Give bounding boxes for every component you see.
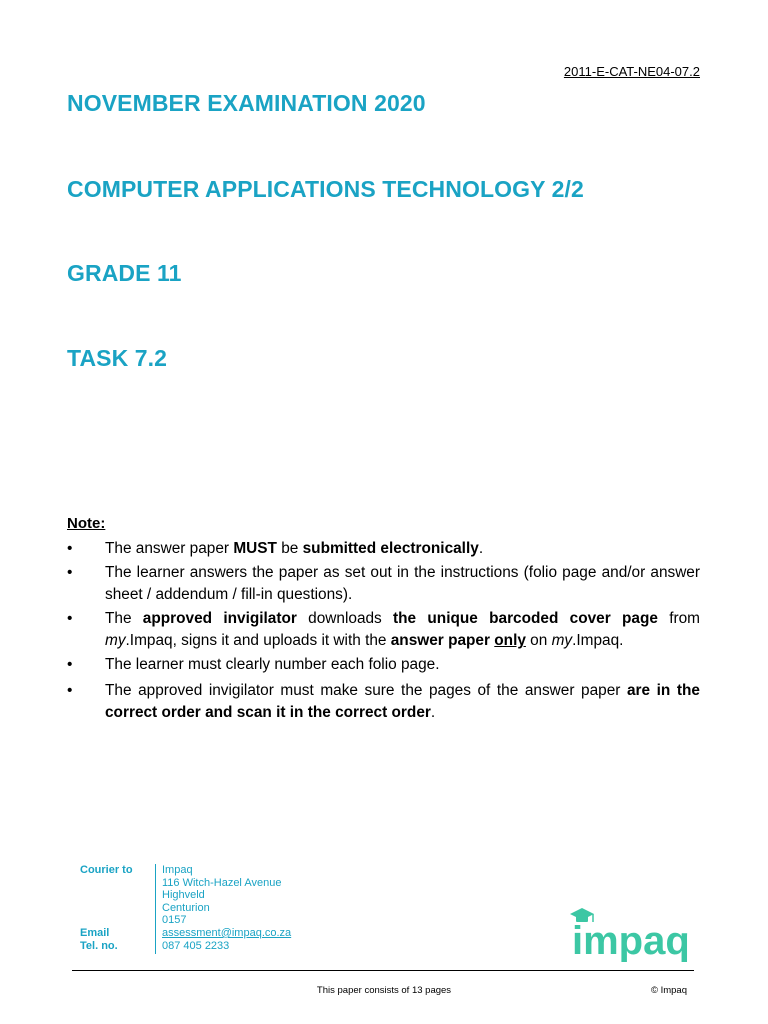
contact-details [162,864,291,952]
note-text: be [276,540,303,557]
address-line: Impaq [162,864,193,876]
subject-heading: COMPUTER APPLICATIONS TECHNOLOGY 2/2 [67,176,584,202]
bullet-icon: • [67,682,73,699]
note-text: .Impaq, signs it and uploads it with the [125,632,391,649]
note-text: The approved invigilator must make sure the pages of the answer paper [105,682,627,699]
address-line: Centurion [162,901,210,914]
page-count: This paper consists of 13 pages [316,985,452,996]
note-text: .Impaq. [572,632,624,649]
note-text: approved invigilator [142,610,297,627]
note-text: The answer paper [105,540,234,557]
note-item [67,608,700,652]
impaq-logo [568,906,694,962]
address-line: 0157 [162,914,187,927]
note-text: the unique barcoded cover page [393,610,658,627]
footer-rule [72,970,694,971]
address-line: 116 Witch-Hazel Avenue [162,876,282,889]
note-text: . [478,540,484,557]
note-label: Note: [67,515,106,532]
note-text: The learner must clearly number each folio page. [105,656,440,673]
note-item [67,654,700,676]
tel-label: Tel. no. [80,939,118,952]
exam-heading: NOVEMBER EXAMINATION 2020 [67,90,426,116]
contact-divider [155,864,156,954]
note-item [67,538,700,560]
logo-wordmark: impaq [572,919,690,962]
task-heading: TASK 7.2 [67,345,168,371]
note-text: from [657,610,700,627]
email-link[interactable]: assessment@impaq.co.za [162,926,292,939]
note-text: . [430,704,436,721]
note-text: on [525,632,552,649]
document-code: 2011-E-CAT-NE04-07.2 [563,64,700,79]
copyright: © Impaq [650,985,687,996]
note-text: The [105,610,143,627]
courier-label: Courier to [80,864,133,876]
address-line: Highveld [162,889,205,902]
note-text: my [105,632,126,649]
bullet-icon: • [67,610,73,627]
bullet-icon: • [67,564,73,581]
bullet-icon: • [67,656,73,673]
email-label: Email [80,927,110,939]
note-text: The learner answers the paper as set out in the instructions (folio page and/or answer sheet / addendum / fill-in questions). [105,564,700,603]
note-item [67,562,700,606]
note-text: only [494,632,526,649]
note-text: are in the correct order and scan it in the correct order [105,682,700,721]
note-text: my [551,632,573,649]
note-text: submitted electronically [302,540,479,557]
note-item [67,680,700,724]
note-text: downloads [296,610,394,627]
note-text: answer paper [390,632,495,649]
grade-heading: GRADE 11 [67,260,182,286]
phone-number: 087 405 2233 [162,939,230,952]
note-text: MUST [233,540,277,557]
note-list [67,538,700,726]
bullet-icon: • [67,540,73,557]
